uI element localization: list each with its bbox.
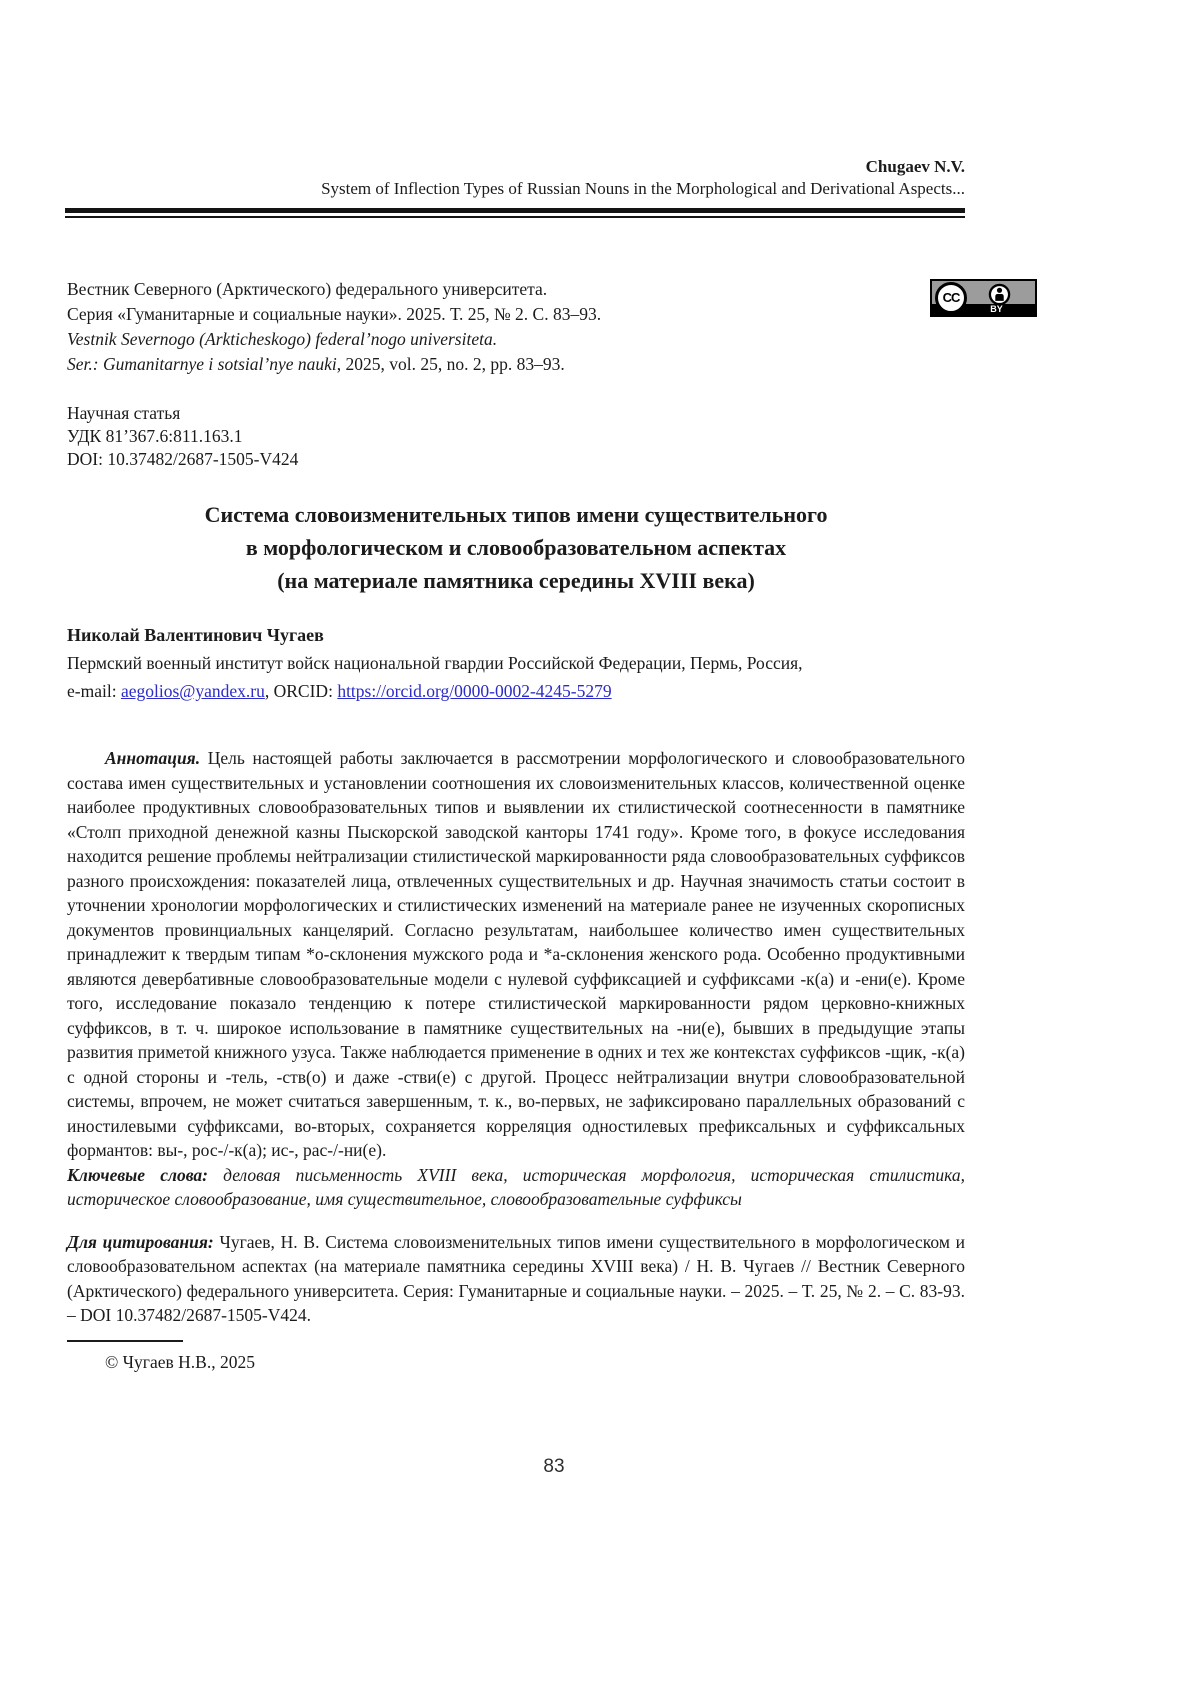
abstract-label: Аннотация. [105, 748, 201, 768]
article-title-line3: (на материале памятника середины XVIII века) [277, 568, 755, 593]
email-prefix: e-mail: [67, 681, 121, 701]
footnote-divider [67, 1340, 183, 1342]
header-divider-thick-line [65, 208, 965, 213]
journal-reference [67, 277, 927, 377]
journal-ref-ru-line2: Серия «Гуманитарные и социальные науки». 2025. Т. 25, № 2. С. 83–93. [67, 304, 602, 324]
orcid-prefix: , ORCID: [264, 681, 338, 701]
for-citation-text: Чугаев, Н. В. Система словоизменительных типов имени существительного в морфологическом и словообразовательном аспектах (на материале памятника середины XVIII века) / Н. В. Чугаев // Вестник Северного (Арктического) федерального университета. Серия: Гуманитарные и социальные науки. – 2025. – Т. 25, № 2. – С. 83-93. – DOI 10.37482/2687-1505-V424. [67, 1231, 966, 1325]
article-title [67, 498, 965, 597]
journal-ref-translit-volume: , 2025, vol. 25, no. 2, pp. 83–93. [336, 354, 565, 374]
keywords-label: Ключевые слова: [67, 1164, 208, 1185]
journal-ref-ru-line1: Вестник Северного (Арктического) федерального университета. [67, 279, 548, 299]
running-head-title: System of Inflection Types of Russian Nouns in the Morphological and Derivational Aspects... [321, 179, 965, 198]
abstract-paragraph [67, 746, 965, 1163]
orcid-link[interactable]: https://orcid.org/0000-0002-4245-5279 [337, 681, 612, 701]
article-meta [67, 402, 965, 471]
author-block [67, 621, 965, 705]
author-name: Николай Валентинович Чугаев [67, 625, 324, 645]
article-title-line2: в морфологическом и словообразовательном аспектах [245, 535, 787, 560]
cc-logo-icon: CC [935, 282, 967, 314]
attribution-person-icon [988, 283, 1011, 306]
article-body [67, 746, 965, 1374]
journal-ref-translit-series: Ser.: Gumanitarnye i sotsial’nye nauki [67, 354, 337, 374]
article-type: Научная статья [67, 403, 181, 423]
journal-ref-translit-line1: Vestnik Severnogo (Arkticheskogo) federal’nogo universiteta. [67, 329, 498, 349]
journal-ref-translit-line2 [67, 352, 927, 377]
article-title-line1: Система словоизменительных типов имени существительного [204, 502, 828, 527]
for-citation-paragraph [67, 1230, 965, 1328]
header-divider-thin-line [65, 216, 965, 218]
abstract-text: Цель настоящей работы заключается в рассмотрении морфологического и словообразовательного состава имен существительных и установлении соотношения их словоизменительных классов, количественной оценке наиболее продуктивных словообразовательных типов и выявлении их стилистической соотнесенности в памятнике «Столп приходной денежной казны Пыскорской заводской канторы 1741 году». Кроме того, в фокусе исследования находится решение проблемы нейтрализации стилистической маркированности ряда словообразовательных суффиксов разного происхождения: показателей лица, отвлеченных существительных и др. Научная значимость статьи состоит в уточнении хронологии морфологических и стилистических изменений на материале ранее не изученных скорописных документов провинциальных канцелярий. Согласно результатам, наибольшее количество имен существительных принадлежит к твердым типам *о-склонения мужского рода и *а-склонения женского рода. Особенно продуктивными являются девербативные словообразовательные модели с нулевой суффиксацией и суффиксами -к(а) и -ени(е). Кроме того, исследование показало тенденцию к потере стилистической маркированности рядом церковно-книжных суффиксов, в т. ч. широкое использование в памятнике существительных на -ни(е), бывших в предыдущие этапы развития приметой книжного узуса. Также наблюдается применение в одних и тех же контекстах суффиксов -щик, -к(а) с одной стороны и -тель, -ств(о) и даже -стви(е) с другой. Процесс нейтрализации внутри словообразовательной системы, впрочем, не может считаться завершенным, т. к., во-первых, не зафиксировано параллельных образований с иностилевыми суффиксами, во-вторых, сохраняется корреляция одностилевых префиксальных и суффиксальных формантов: вы-, рос-/-к(а); ис-, рас-/-ни(е). [67, 748, 965, 1160]
article-doi: DOI: 10.37482/2687-1505-V424 [67, 449, 299, 469]
running-head [67, 156, 965, 200]
keywords-text: деловая письменность XVIII века, историческая морфология, историческая стилистика, историческое словообразование, имя существительное, словообразовательные суффиксы [67, 1164, 965, 1209]
cc-by-license-badge [930, 279, 1037, 317]
footnote [67, 1340, 965, 1375]
cc-by-strip: BY [932, 304, 1035, 315]
copyright-line: © Чугаев Н.В., 2025 [105, 1351, 255, 1372]
author-affiliation: Пермский военный институт войск национальной гвардии Российской Федерации, Пермь, Россия, [67, 653, 803, 673]
page-number: 83 [543, 1456, 565, 1477]
email-link[interactable]: aegolios@yandex.ru [120, 681, 265, 701]
running-head-author: Chugaev N.V. [865, 157, 965, 176]
header-divider [65, 208, 965, 218]
for-citation-label: Для цитирования: [67, 1231, 214, 1252]
author-contacts [67, 677, 965, 705]
keywords-paragraph [67, 1163, 965, 1212]
article-udc: УДК 81’367.6:811.163.1 [67, 426, 243, 446]
